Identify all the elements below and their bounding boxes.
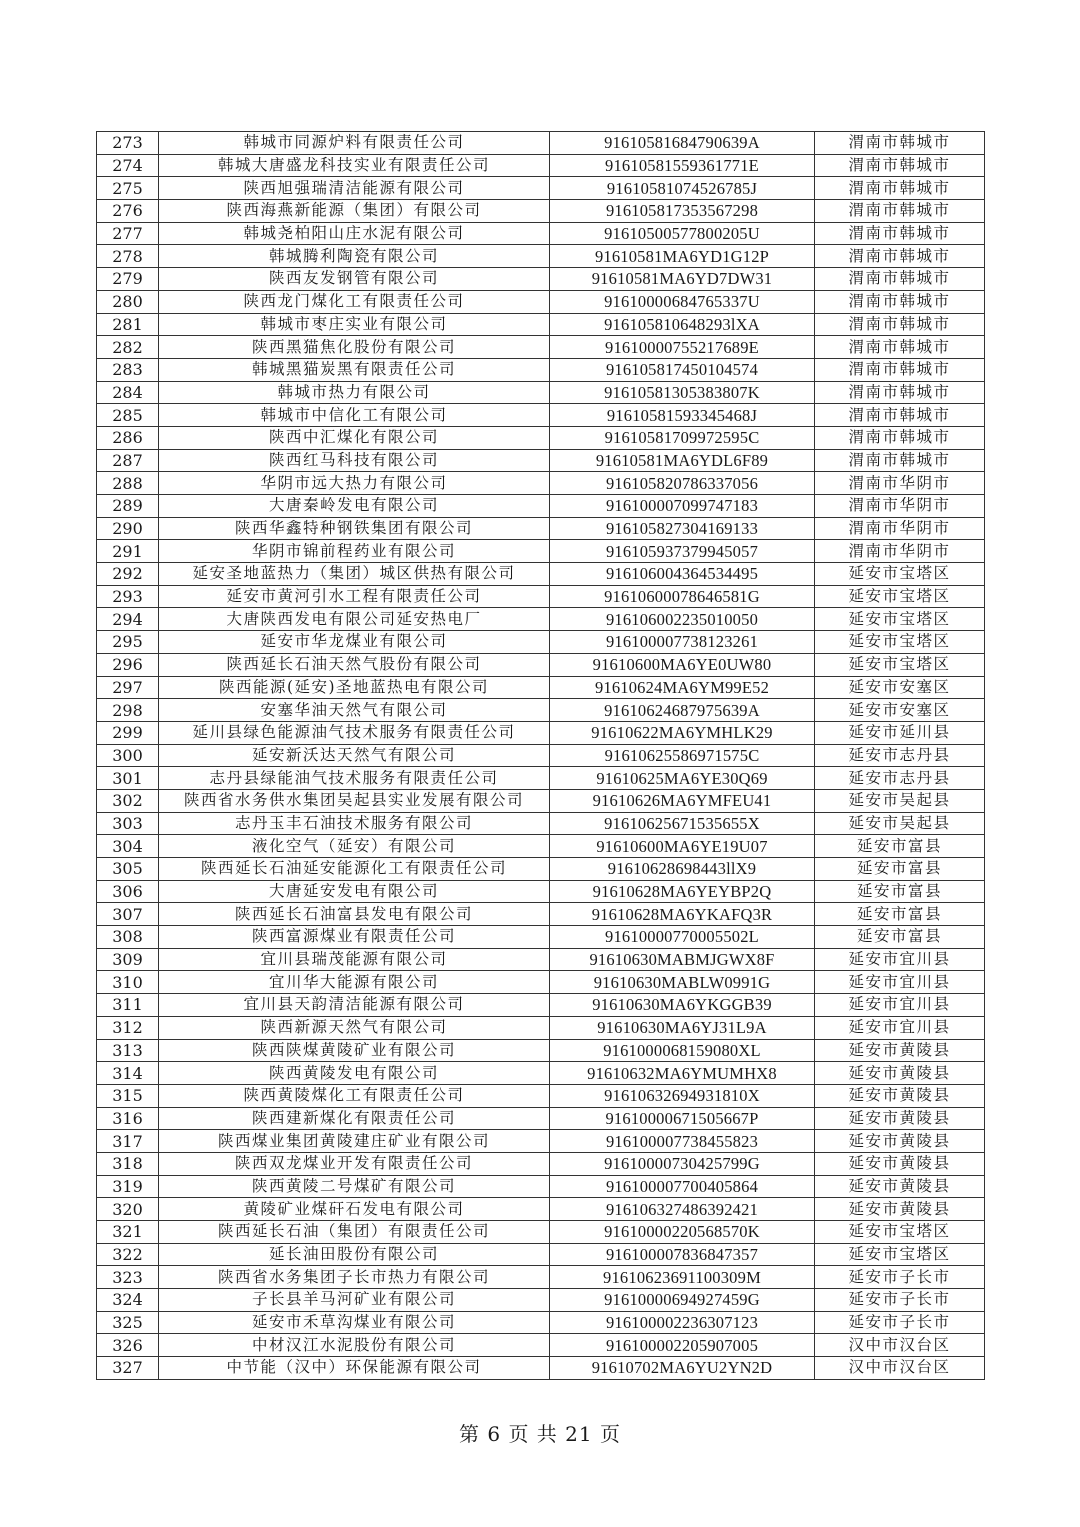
row-number-cell: 302 (97, 789, 159, 812)
credit-code-cell: 91610632694931810X (550, 1084, 815, 1107)
company-name-cell: 陕西红马科技有限公司 (159, 449, 550, 472)
table-body (97, 132, 985, 1380)
row-number-cell: 276 (97, 200, 159, 223)
table-row (97, 540, 985, 563)
company-name-cell: 陕西海燕新能源（集团）有限公司 (159, 200, 550, 223)
credit-code-cell: 91610628698443llX9 (550, 858, 815, 881)
row-number-cell: 326 (97, 1334, 159, 1357)
company-name-cell: 液化空气（延安）有限公司 (159, 835, 550, 858)
company-name-cell: 延安市禾草沟煤业有限公司 (159, 1311, 550, 1334)
row-number-cell: 305 (97, 858, 159, 881)
row-number-cell: 310 (97, 971, 159, 994)
table-row (97, 1334, 985, 1357)
table-row (97, 358, 985, 381)
company-name-cell: 中节能（汉中）环保能源有限公司 (159, 1357, 550, 1380)
credit-code-cell: 91610581684790639A (550, 132, 815, 155)
region-cell: 渭南市华阴市 (815, 540, 985, 563)
table-row (97, 971, 985, 994)
row-number-cell: 309 (97, 948, 159, 971)
region-cell: 延安市吴起县 (815, 812, 985, 835)
table-row (97, 948, 985, 971)
company-name-cell: 延安市华龙煤业有限公司 (159, 631, 550, 654)
credit-code-cell: 91610581305383807K (550, 381, 815, 404)
company-name-cell: 陕西建新煤化有限责任公司 (159, 1107, 550, 1130)
credit-code-cell: 916105817353567298 (550, 200, 815, 223)
table-row (97, 1016, 985, 1039)
region-cell: 延安市延川县 (815, 721, 985, 744)
credit-code-cell: 91610625MA6YE30Q69 (550, 767, 815, 790)
row-number-cell: 289 (97, 495, 159, 518)
table-row (97, 132, 985, 155)
row-number-cell: 306 (97, 880, 159, 903)
company-name-cell: 陕西延长石油（集团）有限责任公司 (159, 1221, 550, 1244)
table-row (97, 1198, 985, 1221)
credit-code-cell: 916105810648293lXA (550, 313, 815, 336)
credit-code-cell: 91610000694927459G (550, 1289, 815, 1312)
region-cell: 渭南市韩城市 (815, 200, 985, 223)
credit-code-cell: 91610500577800205U (550, 222, 815, 245)
region-cell: 延安市吴起县 (815, 789, 985, 812)
row-number-cell: 280 (97, 290, 159, 313)
row-number-cell: 279 (97, 268, 159, 291)
company-name-cell: 陕西煤业集团黄陵建庄矿业有限公司 (159, 1130, 550, 1153)
region-cell: 延安市宝塔区 (815, 1221, 985, 1244)
credit-code-cell: 9161000068159080XL (550, 1039, 815, 1062)
credit-code-cell: 916100007836847357 (550, 1243, 815, 1266)
company-name-cell: 陕西中汇煤化有限公司 (159, 426, 550, 449)
company-name-cell: 陕西延长石油延安能源化工有限责任公司 (159, 858, 550, 881)
table-row (97, 903, 985, 926)
credit-code-cell: 91610622MA6YMHLK29 (550, 721, 815, 744)
row-number-cell: 315 (97, 1084, 159, 1107)
row-number-cell: 295 (97, 631, 159, 654)
row-number-cell: 286 (97, 426, 159, 449)
company-name-cell: 黄陵矿业煤矸石发电有限公司 (159, 1198, 550, 1221)
table-row (97, 563, 985, 586)
credit-code-cell: 916100007738455823 (550, 1130, 815, 1153)
credit-code-cell: 91610623691100309M (550, 1266, 815, 1289)
row-number-cell: 317 (97, 1130, 159, 1153)
credit-code-cell: 916105937379945057 (550, 540, 815, 563)
credit-code-cell: 91610630MA6YKGGB39 (550, 994, 815, 1017)
company-name-cell: 韩城腾利陶瓷有限公司 (159, 245, 550, 268)
region-cell: 渭南市韩城市 (815, 154, 985, 177)
company-name-cell: 韩城市热力有限公司 (159, 381, 550, 404)
row-number-cell: 294 (97, 608, 159, 631)
row-number-cell: 303 (97, 812, 159, 835)
region-cell: 渭南市韩城市 (815, 268, 985, 291)
credit-code-cell: 91610000671505667P (550, 1107, 815, 1130)
enterprise-list-table (96, 131, 985, 1380)
company-name-cell: 延川县绿色能源油气技术服务有限责任公司 (159, 721, 550, 744)
row-number-cell: 327 (97, 1357, 159, 1380)
credit-code-cell: 91610581593345468J (550, 404, 815, 427)
company-name-cell: 大唐秦岭发电有限公司 (159, 495, 550, 518)
row-number-cell: 277 (97, 222, 159, 245)
table-row (97, 608, 985, 631)
company-name-cell: 大唐陕西发电有限公司延安热电厂 (159, 608, 550, 631)
region-cell: 渭南市韩城市 (815, 177, 985, 200)
region-cell: 渭南市华阴市 (815, 517, 985, 540)
row-number-cell: 281 (97, 313, 159, 336)
table-row (97, 767, 985, 790)
company-name-cell: 韩城市枣庄实业有限公司 (159, 313, 550, 336)
region-cell: 延安市富县 (815, 858, 985, 881)
table-row (97, 1107, 985, 1130)
table-row (97, 812, 985, 835)
region-cell: 延安市宝塔区 (815, 653, 985, 676)
company-name-cell: 华阴市远大热力有限公司 (159, 472, 550, 495)
row-number-cell: 318 (97, 1152, 159, 1175)
credit-code-cell: 91610628MA6YKAFQ3R (550, 903, 815, 926)
table-row (97, 1152, 985, 1175)
company-name-cell: 志丹玉丰石油技术服务有限公司 (159, 812, 550, 835)
credit-code-cell: 91610000770005502L (550, 926, 815, 949)
company-name-cell: 陕西省水务集团子长市热力有限公司 (159, 1266, 550, 1289)
company-name-cell: 华阴市锦前程药业有限公司 (159, 540, 550, 563)
region-cell: 延安市志丹县 (815, 744, 985, 767)
company-name-cell: 陕西黑猫焦化股份有限公司 (159, 336, 550, 359)
company-name-cell: 延长油田股份有限公司 (159, 1243, 550, 1266)
row-number-cell: 324 (97, 1289, 159, 1312)
credit-code-cell: 91610581MA6YD7DW31 (550, 268, 815, 291)
table-row (97, 926, 985, 949)
credit-code-cell: 91610626MA6YMFEU41 (550, 789, 815, 812)
company-name-cell: 宜川县瑞茂能源有限公司 (159, 948, 550, 971)
region-cell: 延安市富县 (815, 926, 985, 949)
region-cell: 渭南市韩城市 (815, 290, 985, 313)
row-number-cell: 292 (97, 563, 159, 586)
region-cell: 渭南市华阴市 (815, 472, 985, 495)
region-cell: 渭南市韩城市 (815, 222, 985, 245)
row-number-cell: 322 (97, 1243, 159, 1266)
credit-code-cell: 91610600078646581G (550, 585, 815, 608)
row-number-cell: 311 (97, 994, 159, 1017)
table-row (97, 1243, 985, 1266)
row-number-cell: 282 (97, 336, 159, 359)
row-number-cell: 313 (97, 1039, 159, 1062)
company-name-cell: 韩城尧柏阳山庄水泥有限公司 (159, 222, 550, 245)
row-number-cell: 296 (97, 653, 159, 676)
row-number-cell: 285 (97, 404, 159, 427)
table-row (97, 1039, 985, 1062)
company-name-cell: 陕西省水务供水集团吴起县实业发展有限公司 (159, 789, 550, 812)
credit-code-cell: 91610625586971575C (550, 744, 815, 767)
credit-code-cell: 916105827304169133 (550, 517, 815, 540)
table-row (97, 631, 985, 654)
company-name-cell: 子长县羊马河矿业有限公司 (159, 1289, 550, 1312)
region-cell: 渭南市韩城市 (815, 336, 985, 359)
table-row (97, 789, 985, 812)
row-number-cell: 316 (97, 1107, 159, 1130)
row-number-cell: 308 (97, 926, 159, 949)
table-row (97, 1062, 985, 1085)
row-number-cell: 278 (97, 245, 159, 268)
company-name-cell: 陕西黄陵发电有限公司 (159, 1062, 550, 1085)
row-number-cell: 301 (97, 767, 159, 790)
company-name-cell: 延安新沃达天然气有限公司 (159, 744, 550, 767)
company-name-cell: 陕西富源煤业有限责任公司 (159, 926, 550, 949)
credit-code-cell: 91610630MABLW0991G (550, 971, 815, 994)
region-cell: 延安市宜川县 (815, 971, 985, 994)
table-row (97, 472, 985, 495)
table-row (97, 1175, 985, 1198)
company-name-cell: 陕西旭强瑞清洁能源有限公司 (159, 177, 550, 200)
row-number-cell: 291 (97, 540, 159, 563)
credit-code-cell: 91610000684765337U (550, 290, 815, 313)
credit-code-cell: 91610581MA6YD1G12P (550, 245, 815, 268)
credit-code-cell: 91610630MA6YJ31L9A (550, 1016, 815, 1039)
table-row (97, 222, 985, 245)
credit-code-cell: 91610000755217689E (550, 336, 815, 359)
row-number-cell: 299 (97, 721, 159, 744)
table-row (97, 880, 985, 903)
credit-code-cell: 916106327486392421 (550, 1198, 815, 1221)
table-row (97, 245, 985, 268)
company-name-cell: 韩城黑猫炭黑有限责任公司 (159, 358, 550, 381)
region-cell: 延安市黄陵县 (815, 1039, 985, 1062)
table-row (97, 835, 985, 858)
credit-code-cell: 91610624MA6YM99E52 (550, 676, 815, 699)
company-name-cell: 延安市黄河引水工程有限责任公司 (159, 585, 550, 608)
credit-code-cell: 916106002235010050 (550, 608, 815, 631)
region-cell: 延安市安塞区 (815, 676, 985, 699)
credit-code-cell: 91610628MA6YEYBP2Q (550, 880, 815, 903)
region-cell: 渭南市韩城市 (815, 449, 985, 472)
table-row (97, 336, 985, 359)
region-cell: 延安市黄陵县 (815, 1107, 985, 1130)
table-row (97, 1311, 985, 1334)
credit-code-cell: 91610600MA6YE0UW80 (550, 653, 815, 676)
company-name-cell: 宜川华大能源有限公司 (159, 971, 550, 994)
region-cell: 延安市黄陵县 (815, 1084, 985, 1107)
region-cell: 渭南市韩城市 (815, 245, 985, 268)
credit-code-cell: 916105820786337056 (550, 472, 815, 495)
credit-code-cell: 91610581709972595C (550, 426, 815, 449)
row-number-cell: 319 (97, 1175, 159, 1198)
region-cell: 渭南市韩城市 (815, 132, 985, 155)
company-name-cell: 韩城大唐盛龙科技实业有限责任公司 (159, 154, 550, 177)
credit-code-cell: 91610581MA6YDL6F89 (550, 449, 815, 472)
region-cell: 渭南市韩城市 (815, 426, 985, 449)
region-cell: 延安市黄陵县 (815, 1130, 985, 1153)
company-name-cell: 陕西华鑫特种钢铁集团有限公司 (159, 517, 550, 540)
region-cell: 延安市子长市 (815, 1289, 985, 1312)
region-cell: 延安市宝塔区 (815, 563, 985, 586)
region-cell: 延安市宝塔区 (815, 1243, 985, 1266)
row-number-cell: 312 (97, 1016, 159, 1039)
row-number-cell: 325 (97, 1311, 159, 1334)
region-cell: 渭南市韩城市 (815, 313, 985, 336)
credit-code-cell: 916106004364534495 (550, 563, 815, 586)
table-row (97, 154, 985, 177)
company-name-cell: 安塞华油天然气有限公司 (159, 699, 550, 722)
credit-code-cell: 91610581074526785J (550, 177, 815, 200)
region-cell: 延安市子长市 (815, 1311, 985, 1334)
company-name-cell: 志丹县绿能油气技术服务有限责任公司 (159, 767, 550, 790)
credit-code-cell: 91610581559361771E (550, 154, 815, 177)
company-name-cell: 陕西新源天然气有限公司 (159, 1016, 550, 1039)
table-row (97, 721, 985, 744)
table-row (97, 676, 985, 699)
table-row (97, 404, 985, 427)
table-row (97, 313, 985, 336)
row-number-cell: 274 (97, 154, 159, 177)
table-row (97, 449, 985, 472)
row-number-cell: 307 (97, 903, 159, 926)
row-number-cell: 300 (97, 744, 159, 767)
region-cell: 延安市富县 (815, 903, 985, 926)
table-row (97, 1084, 985, 1107)
region-cell: 延安市富县 (815, 835, 985, 858)
row-number-cell: 297 (97, 676, 159, 699)
region-cell: 延安市志丹县 (815, 767, 985, 790)
row-number-cell: 321 (97, 1221, 159, 1244)
credit-code-cell: 916100002236307123 (550, 1311, 815, 1334)
company-name-cell: 韩城市中信化工有限公司 (159, 404, 550, 427)
table-row (97, 699, 985, 722)
table-row (97, 1289, 985, 1312)
region-cell: 延安市宜川县 (815, 994, 985, 1017)
company-name-cell: 陕西能源(延安)圣地蓝热电有限公司 (159, 676, 550, 699)
credit-code-cell: 91610000220568570K (550, 1221, 815, 1244)
region-cell: 延安市富县 (815, 880, 985, 903)
region-cell: 延安市宝塔区 (815, 631, 985, 654)
row-number-cell: 304 (97, 835, 159, 858)
table-row (97, 1357, 985, 1380)
company-name-cell: 宜川县天韵清洁能源有限公司 (159, 994, 550, 1017)
row-number-cell: 288 (97, 472, 159, 495)
table-row (97, 268, 985, 291)
company-name-cell: 陕西延长石油天然气股份有限公司 (159, 653, 550, 676)
credit-code-cell: 916100007099747183 (550, 495, 815, 518)
region-cell: 渭南市韩城市 (815, 358, 985, 381)
credit-code-cell: 91610632MA6YMUMHX8 (550, 1062, 815, 1085)
row-number-cell: 283 (97, 358, 159, 381)
table-row (97, 585, 985, 608)
company-name-cell: 陕西延长石油富县发电有限公司 (159, 903, 550, 926)
credit-code-cell: 916105817450104574 (550, 358, 815, 381)
page-number-footer: 第 6 页 共 21 页 (459, 1422, 621, 1446)
table-row (97, 177, 985, 200)
table-row (97, 200, 985, 223)
region-cell: 延安市黄陵县 (815, 1198, 985, 1221)
region-cell: 延安市宝塔区 (815, 585, 985, 608)
region-cell: 延安市黄陵县 (815, 1062, 985, 1085)
region-cell: 延安市黄陵县 (815, 1175, 985, 1198)
company-name-cell: 陕西龙门煤化工有限责任公司 (159, 290, 550, 313)
row-number-cell: 290 (97, 517, 159, 540)
row-number-cell: 273 (97, 132, 159, 155)
row-number-cell: 275 (97, 177, 159, 200)
company-name-cell: 韩城市同源炉料有限责任公司 (159, 132, 550, 155)
company-name-cell: 陕西陕煤黄陵矿业有限公司 (159, 1039, 550, 1062)
table-row (97, 858, 985, 881)
row-number-cell: 298 (97, 699, 159, 722)
company-name-cell: 中材汉江水泥股份有限公司 (159, 1334, 550, 1357)
credit-code-cell: 916100002205907005 (550, 1334, 815, 1357)
table-row (97, 1130, 985, 1153)
company-name-cell: 陕西黄陵二号煤矿有限公司 (159, 1175, 550, 1198)
row-number-cell: 293 (97, 585, 159, 608)
company-name-cell: 陕西黄陵煤化工有限责任公司 (159, 1084, 550, 1107)
table-row (97, 1266, 985, 1289)
region-cell: 渭南市华阴市 (815, 495, 985, 518)
table-row (97, 495, 985, 518)
table-row (97, 381, 985, 404)
region-cell: 渭南市韩城市 (815, 381, 985, 404)
row-number-cell: 323 (97, 1266, 159, 1289)
credit-code-cell: 91610000730425799G (550, 1152, 815, 1175)
region-cell: 延安市黄陵县 (815, 1152, 985, 1175)
table-row (97, 1221, 985, 1244)
region-cell: 延安市宜川县 (815, 1016, 985, 1039)
region-cell: 延安市宝塔区 (815, 608, 985, 631)
table-row (97, 426, 985, 449)
credit-code-cell: 91610600MA6YE19U07 (550, 835, 815, 858)
table-row (97, 517, 985, 540)
table-row (97, 744, 985, 767)
credit-code-cell: 91610702MA6YU2YN2D (550, 1357, 815, 1380)
company-name-cell: 陕西友发钢管有限公司 (159, 268, 550, 291)
region-cell: 汉中市汉台区 (815, 1334, 985, 1357)
credit-code-cell: 91610625671535655X (550, 812, 815, 835)
credit-code-cell: 91610630MABMJGWX8F (550, 948, 815, 971)
company-name-cell: 大唐延安发电有限公司 (159, 880, 550, 903)
table-row (97, 994, 985, 1017)
credit-code-cell: 916100007738123261 (550, 631, 815, 654)
region-cell: 延安市子长市 (815, 1266, 985, 1289)
row-number-cell: 314 (97, 1062, 159, 1085)
region-cell: 汉中市汉台区 (815, 1357, 985, 1380)
credit-code-cell: 916100007700405864 (550, 1175, 815, 1198)
company-name-cell: 陕西双龙煤业开发有限责任公司 (159, 1152, 550, 1175)
row-number-cell: 287 (97, 449, 159, 472)
region-cell: 渭南市韩城市 (815, 404, 985, 427)
table-row (97, 653, 985, 676)
table-row (97, 290, 985, 313)
region-cell: 延安市安塞区 (815, 699, 985, 722)
row-number-cell: 284 (97, 381, 159, 404)
region-cell: 延安市宜川县 (815, 948, 985, 971)
credit-code-cell: 91610624687975639A (550, 699, 815, 722)
row-number-cell: 320 (97, 1198, 159, 1221)
company-name-cell: 延安圣地蓝热力（集团）城区供热有限公司 (159, 563, 550, 586)
